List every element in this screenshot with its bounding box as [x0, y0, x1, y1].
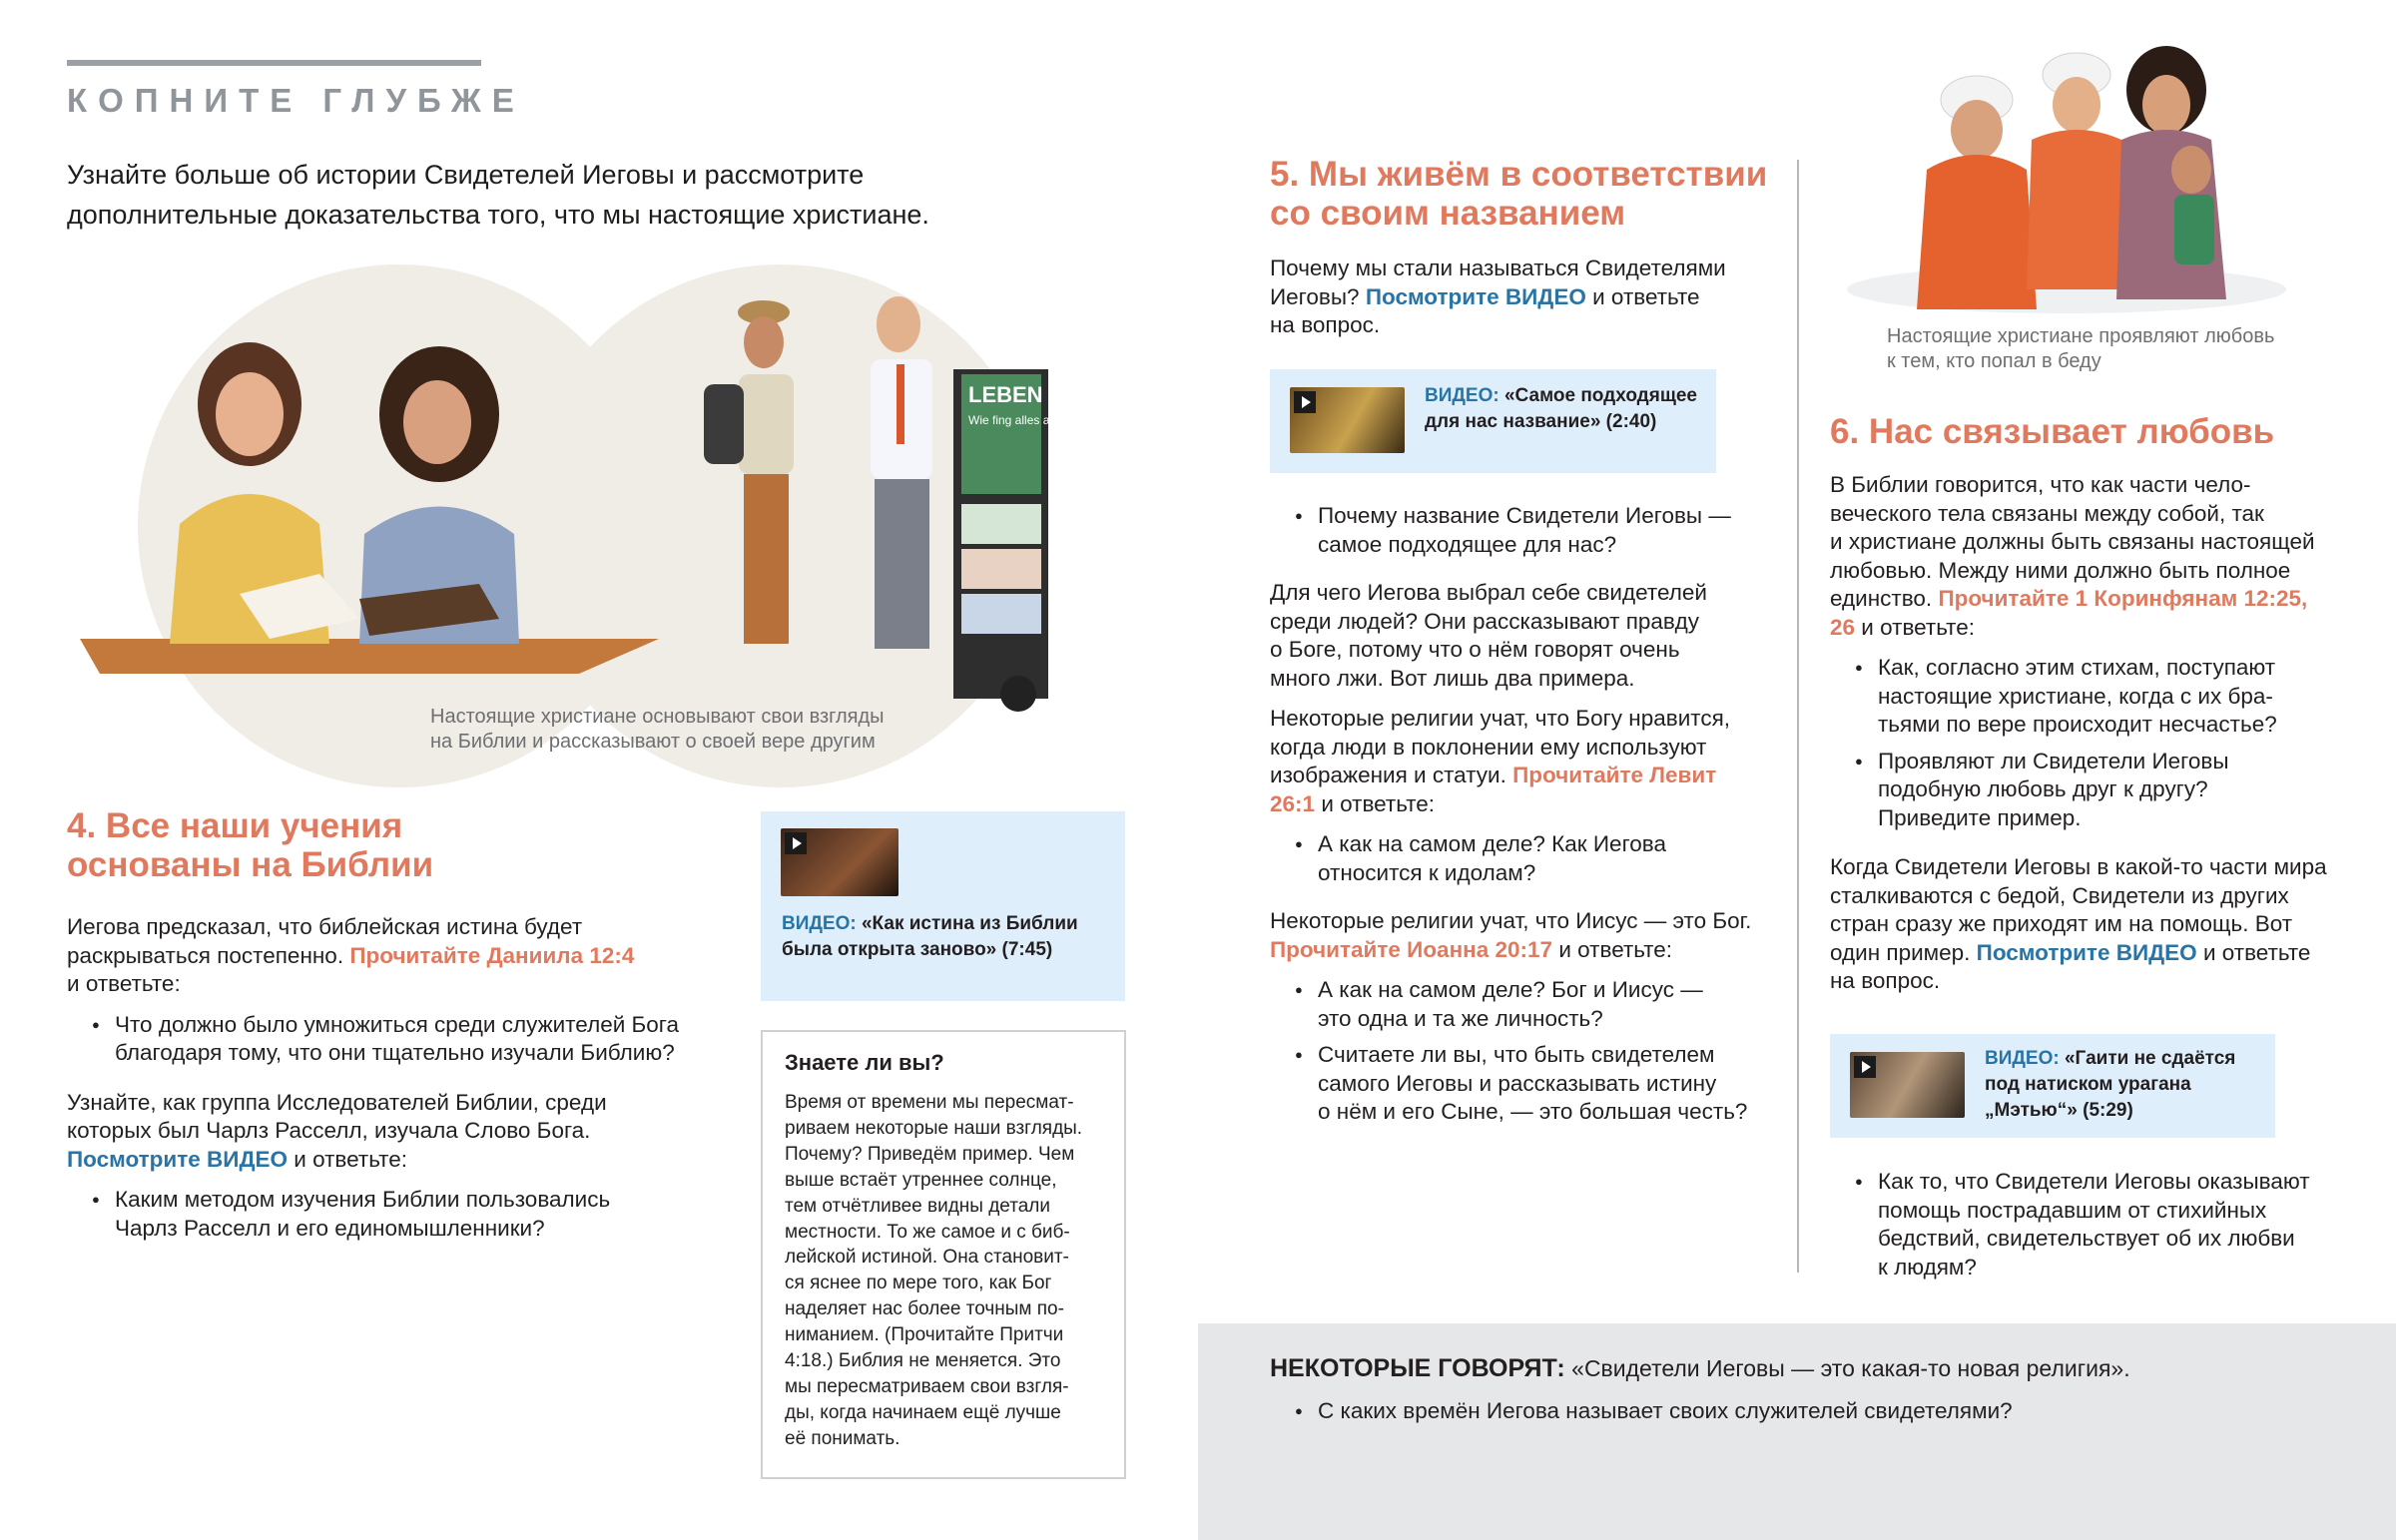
man1-face — [744, 316, 784, 368]
cart-sign-title: LEBEN — [968, 382, 1043, 407]
did-you-know-line: 4:18.) Библия не меняется. Это — [785, 1350, 1061, 1372]
relief-caption: Настоящие христиане проявляют любовь к тем, кто попал в беду — [1887, 325, 2275, 372]
video-title: «Как истина из Библии — [861, 913, 1078, 934]
question: ● Каким методом изучения Библии пользовались Чарлз Расселл и его единомышленники? — [67, 1186, 746, 1243]
did-you-know-line: тем отчётливее видны детали — [785, 1195, 1050, 1217]
video-box-truth-restored[interactable]: ВИДЕО: «Как истина из Библии была открыта заново» (7:45) — [761, 811, 1125, 1001]
paragraph-line: Для чего Иегова выбрал себе свидетелей — [1270, 580, 1707, 605]
question: ● Как, согласно этим стихам, поступают настоящие христиане, когда с их бра- тьями по вере происходит несчастье? — [1830, 654, 2349, 740]
video-label: ВИДЕО: — [782, 913, 857, 934]
woman2-face — [403, 380, 471, 464]
some-say-label: НЕКОТОРЫЕ ГОВОРЯТ: — [1270, 1354, 1565, 1382]
read-leviticus-link-cont[interactable]: 26:1 — [1270, 790, 1316, 816]
section-4-paragraph-2: Узнайте, как группа Исследователей Библии, среди которых был Чарлз Расселл, изучала Слово Бога. Посмотрите ВИДЕО и ответьте: — [67, 1089, 607, 1172]
did-you-know-title: Знаете ли вы? — [785, 1050, 944, 1075]
paragraph-line: среди людей? Они рассказывают правду — [1270, 608, 1700, 634]
video-thumbnail[interactable] — [1850, 1052, 1965, 1118]
section-5-paragraph-2 — [1270, 579, 1789, 693]
man2-face — [877, 296, 920, 352]
watch-video-link[interactable]: Посмотрите ВИДЕО — [1976, 939, 2197, 965]
section-5 — [1270, 155, 1789, 340]
paragraph-line: сталкиваются с бедой, Свидетели из других — [1830, 882, 2289, 908]
read-leviticus-link[interactable]: Прочитайте Левит — [1512, 763, 1717, 787]
did-you-know-box — [761, 1030, 1126, 1479]
did-you-know-line: местности. То же самое и с биб- — [785, 1221, 1070, 1243]
tie — [897, 364, 904, 444]
section-5-title: 5. Мы живём в соответствии со своим названием — [1270, 155, 1768, 233]
question: ● Почему название Свидетели Иеговы — самое подходящее для нас? — [1270, 502, 1789, 559]
did-you-know-line: лейской истиной. Она становит- — [785, 1247, 1069, 1269]
video-title: «Гаити не сдаётся — [2064, 1048, 2236, 1069]
watch-video-link[interactable]: Посмотрите ВИДЕО — [1365, 283, 1586, 309]
video-title: «Самое подходящее — [1503, 385, 1697, 406]
section-4 — [67, 806, 746, 1243]
worker1-face — [1951, 100, 2003, 160]
did-you-know-line: Время от времени мы пересмат- — [785, 1092, 1074, 1113]
man1-trousers — [744, 474, 789, 644]
header-rule — [67, 60, 481, 66]
did-you-know-line: Почему? Приведём пример. Чем — [785, 1143, 1075, 1165]
table — [80, 639, 659, 674]
section-5-paragraph-4: Некоторые религии учат, что Иисус — это Бог. Прочитайте Иоанна 20:17 и ответьте: — [1270, 908, 1752, 962]
woman1-face — [216, 372, 284, 456]
man1-shirt — [739, 374, 794, 474]
section-4-questions-2 — [67, 1186, 746, 1243]
did-you-know-line: ниманием. (Прочитайте Притчи — [785, 1324, 1064, 1346]
read-daniel-link[interactable]: Прочитайте Даниила 12:4 — [349, 942, 635, 968]
section-5-body — [1270, 502, 1789, 1127]
section-6-title: 6. Нас связывает любовь — [1830, 412, 2275, 451]
read-corinthians-link-cont[interactable]: 26 — [1830, 614, 1856, 640]
child-face — [2171, 146, 2211, 194]
worker1-vest — [1917, 155, 2037, 309]
section-4-title: 4. Все наши учения основаны на Библии — [67, 806, 434, 884]
section-kicker: КОПНИТЕ ГЛУБЖЕ — [67, 82, 525, 119]
question: ● С каких времён Иегова называет своих служителей свидетелями? — [1270, 1397, 2368, 1426]
section-5-paragraph-1: Почему мы стали называться Свидетелями Иеговы? Посмотрите ВИДЕО и ответьте на вопрос. — [1270, 256, 1726, 337]
worker2-vest — [2027, 130, 2126, 289]
watch-video-link[interactable]: Посмотрите ВИДЕО — [67, 1146, 289, 1172]
read-corinthians-link[interactable]: Прочитайте 1 Коринфянам 12:25, — [1938, 586, 2308, 611]
video-thumbnail[interactable] — [1290, 387, 1405, 453]
did-you-know-line: её понимать. — [785, 1427, 900, 1449]
video-box-most-fitting-name[interactable]: ВИДЕО: «Самое подходящее для нас название» (2:40) — [1270, 369, 1716, 473]
section-6-paragraph-1 — [1830, 471, 2349, 585]
did-you-know-line: мы пересматриваем свои взгля- — [785, 1375, 1069, 1397]
intro-text: Узнайте больше об истории Свидетелей Иеговы и рассмотрите дополнительные доказательства того, что мы настоящие христиане. — [67, 160, 929, 230]
section-4-questions-1 — [67, 1011, 746, 1068]
paragraph-line: много лжи. Вот лишь два примера. — [1270, 665, 1635, 691]
video-box-haiti[interactable]: ВИДЕО: «Гаити не сдаётся под натиском урагана „Мэтью“» (5:29) — [1830, 1034, 2275, 1138]
mother-face — [2142, 75, 2190, 135]
read-john-link[interactable]: Прочитайте Иоанна 20:17 — [1270, 936, 1553, 962]
paragraph-line: В Библии говорится, что как части чело- — [1830, 472, 2251, 497]
man2-trousers — [875, 479, 929, 649]
backpack — [704, 384, 744, 464]
question: ● Считаете ли вы, что быть свидетелем самого Иеговы и рассказывать истину о нём и его Сыне, — это большая честь? — [1270, 1041, 1789, 1127]
section-6: 6. Нас связывает любовь В Библии говорится, что как части чело- веческого тела связаны между собой, так и христиане должны быть связаны настоящей любовью. Между ними должно быть полное единство. Прочитайте 1 Коринфянам 12:25, 26 и ответьте: ● Как, согласно этим стихам, поступают настоящие христиане, когда с их бра- тьями по вере происходит несчастье? ● Проявляют ли Свидетели Иеговы подобную любовь друг к другу? Приведите пример. Когда Свидетели Иеговы в какой-то части мира сталкиваются с бедой, Свидетели из других стран сразу же приходят им на помощь. Вот один пример. Посмотрите ВИДЕО и ответьте на вопрос. — [1830, 412, 2349, 996]
play-icon[interactable] — [1294, 391, 1316, 413]
column-divider — [1797, 160, 1799, 1273]
paragraph-line: Когда Свидетели Иеговы в какой-то части мира — [1830, 854, 2327, 879]
section-5-paragraph-3: Некоторые религии учат, что Богу нравится, когда люди в поклонении ему используют изображения и статуи. Прочитайте Левит 26:1 и ответьте: — [1270, 706, 1731, 816]
section-4-paragraph-1: Иегова предсказал, что библейская истина будет раскрываться постепенно. Прочитайте Даниила 12:4 и ответьте: — [67, 914, 635, 996]
disaster-relief-illustration — [1837, 30, 2296, 319]
video-label: ВИДЕО: — [1985, 1048, 2060, 1069]
illustration-caption: Настоящие христиане основывают свои взгляды на Библии и рассказывают о своей вере другим — [430, 706, 885, 753]
did-you-know-text — [785, 1090, 1114, 1452]
child-shirt — [2174, 195, 2214, 264]
did-you-know-line: риваем некоторые наши взгляды. — [785, 1117, 1083, 1139]
section-6-paragraph-2 — [1830, 853, 2349, 939]
cart-tract-2 — [961, 549, 1041, 589]
video-label: ВИДЕО: — [1425, 385, 1499, 406]
cart-tract-1 — [961, 504, 1041, 544]
paragraph-line: любовью. Между ними должно быть полное — [1830, 557, 2291, 583]
paragraph-line: стран сразу же приходят им на помощь. Вот — [1830, 911, 2293, 936]
question: ● Что должно было умножиться среди служителей Бога благодаря тому, что они тщательно изучали Библию? — [67, 1011, 746, 1068]
question: ● А как на самом деле? Бог и Иисус — это одна и та же личность? — [1270, 976, 1789, 1033]
play-icon[interactable] — [785, 832, 807, 854]
question: ● Проявляют ли Свидетели Иеговы подобную любовь друг к другу? Приведите пример. — [1830, 748, 2349, 833]
cart-sign-sub: Wie fing alles an? — [968, 413, 1063, 427]
cart-wheel — [1000, 676, 1036, 712]
play-icon[interactable] — [1854, 1056, 1876, 1078]
question: ● А как на самом деле? Как Иегова относится к идолам? — [1270, 830, 1789, 887]
did-you-know-line: выше встаёт утреннее солнце, — [785, 1169, 1057, 1191]
worker2-face — [2053, 77, 2100, 133]
some-say-question — [1270, 1397, 2368, 1426]
did-you-know-line: ды, когда начинаем ещё лучше — [785, 1401, 1061, 1423]
did-you-know-line: ся яснее по мере того, как Бог — [785, 1273, 1052, 1294]
some-say-text — [1270, 1353, 2368, 1383]
some-say-quote: «Свидетели Иеговы — это какая-то новая религия». — [1571, 1355, 2130, 1381]
paragraph-line: и христиане должны быть связаны настоящей — [1830, 529, 2315, 554]
did-you-know-line: наделяет нас более точным по- — [785, 1298, 1064, 1320]
paragraph-line: веческого тела связаны между собой, так — [1830, 500, 2264, 526]
question: ● Как то, что Свидетели Иеговы оказывают помощь пострадавшим от стихийных бедствий, свидетельствует об их любви к людям? — [1830, 1168, 2349, 1282]
paragraph-line: о Боге, потому что о нём говорят очень — [1270, 637, 1680, 662]
cart-tract-3 — [961, 594, 1041, 634]
video-thumbnail[interactable] — [781, 828, 898, 896]
section-6-final-question — [1830, 1168, 2349, 1282]
